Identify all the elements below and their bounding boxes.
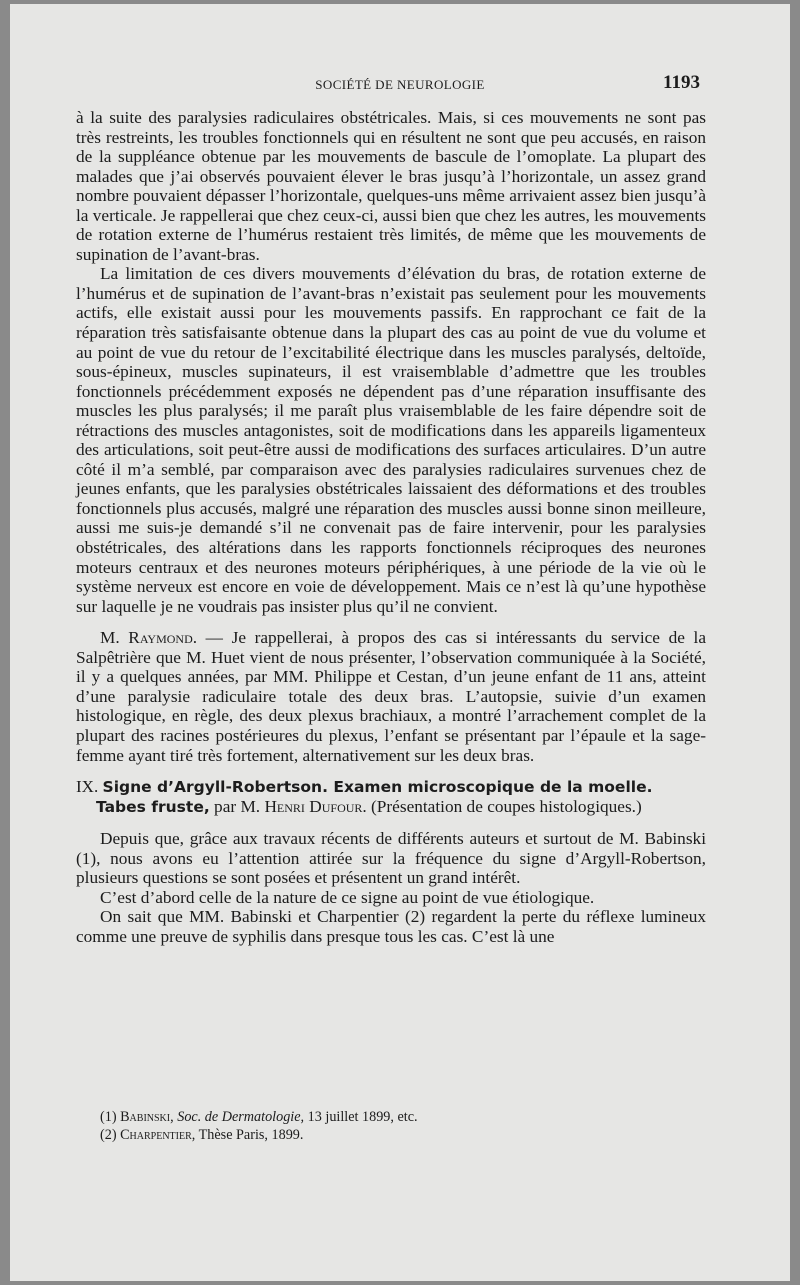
body-text bbox=[76, 108, 706, 946]
page-header bbox=[10, 74, 790, 98]
page-number: 1193 bbox=[663, 72, 700, 93]
footnote bbox=[100, 1126, 700, 1144]
footnote-marker: (2) bbox=[100, 1127, 121, 1143]
footnote bbox=[100, 1108, 700, 1126]
section-heading bbox=[76, 777, 706, 817]
raymond-paragraph bbox=[76, 628, 706, 765]
paragraph: Depuis que, grâce aux travaux récents de différents auteurs et surtout de M. Babinski (1), nous avons eu l’attention attirée sur la fréquence du signe d’Argyll-Robertson, plusieurs questions se sont posées et présentent un grand intérêt. bbox=[76, 829, 706, 888]
section-by: par M. bbox=[209, 797, 265, 817]
document-page bbox=[10, 4, 790, 1281]
section-author: Henri Dufour. bbox=[264, 797, 367, 817]
raymond-text: — Je rappellerai, à propos des cas si intéressants du service de la Salpêtrière que M. Huet vient de nous présenter, l’observation communiquée à la Société, il y a quelques années, par MM. Philippe et Cestan, d’un jeune enfant de 11 ans, atteint d’une paralysie radiculaire totale des deux bras. L’autopsie, suivie d’un examen histologique, en règle, des deux plexus brachiaux, a montré l’arrachement complet de la plupart des racines postérieures du plexus, l’enfant se présentant par l’épaule et la sage-femme ayant tiré très fortement, alternativement sur les deux bras. bbox=[76, 628, 706, 765]
section-number: IX. bbox=[76, 777, 99, 797]
section-subtitle: Tabes fruste, bbox=[96, 798, 210, 817]
speaker-name: M. Raymond. bbox=[100, 628, 198, 648]
footnote-title: Soc. de Dermatologie, bbox=[173, 1109, 305, 1125]
footnote-author: Babinski, bbox=[120, 1109, 174, 1125]
footnote-author: Charpentier, bbox=[120, 1127, 196, 1143]
paragraph: La limitation de ces divers mouvements d’élévation du bras, de rotation externe de l’humérus et de supination de l’avant-bras n’existait pas seulement pour les mouvements actifs, elle existait aussi pour les mouvements passifs. En rapprochant ce fait de la réparation très satisfaisante obtenue dans la plupart des cas au point de vue du volume et au point de vue du retour de l’excitabilité électrique dans les muscles paralysés, deltoïde, sous-épineux, muscles supinateurs, il est vraisemblable d’admettre que les troubles fonctionnels précédemment exposés ne dépendent pas d’une réparation insuffisante des muscles les plus paralysés; il me paraît plus vraisemblable de les faire dépendre soit de rétractions des muscles antagonistes, soit de modifications dans les appareils ligamenteux des articulations, soit peut-être aussi de modifications des surfaces articulaires. D’un autre côté il m’a semblé, par comparaison avec des paralysies radiculaires survenues chez de jeunes enfants, que les paralysies obstétricales laissaient des déformations et des troubles fonctionnels plus accusés, malgré une réparation des muscles aussi bonne sinon meilleure, aussi me suis-je demandé s’il ne convenait pas de faire intervenir, pour les paralysies obstétricales, des altérations dans les rapports fonctionnels réciproques des neurones moteurs centraux et des neurones moteurs périphériques, à une période de la vie où le système nerveux est encore en voie de développement. Mais ce n’est là qu’une hypothèse sur laquelle je ne voudrais pas insister plus qu’il ne convient. bbox=[76, 264, 706, 616]
section-note: (Présentation de coupes histologiques.) bbox=[366, 797, 642, 817]
paragraph: C’est d’abord celle de la nature de ce signe au point de vue étiologique. bbox=[100, 887, 595, 907]
footnote-marker: (1) bbox=[100, 1109, 121, 1125]
running-title: SOCIÉTÉ DE NEUROLOGIE bbox=[315, 77, 485, 92]
footnote-rest: 13 juillet 1899, etc. bbox=[304, 1109, 418, 1125]
paragraph: à la suite des paralysies radiculaires obstétricales. Mais, si ces mouvements ne sont pas très restreints, les troubles fonctionnels qui en résultent ne sont que peu accusés, en raison de la suppléance obtenue par les mouvements de bascule de l’omoplate. La plupart des malades que j’ai observés pouvaient élever le bras jusqu’à l’horizontale, un assez grand nombre pouvaient dépasser l’horizontale, quelques-uns même arrivaient assez bien jusqu’à la verticale. Je rappellerai que chez ceux-ci, aussi bien que chez les autres, les mouvements de rotation externe de l’humérus restaient très limités, de même que les mouvements de supination de l’avant-bras. bbox=[76, 108, 707, 264]
footnote-rest: Thèse Paris, 1899. bbox=[195, 1127, 304, 1143]
paragraph: On sait que MM. Babinski et Charpentier (2) regardent la perte du réflexe lumineux comme une preuve de syphilis dans presque tous les cas. C’est là une bbox=[76, 907, 706, 946]
section-heading-line1 bbox=[76, 777, 706, 797]
section-heading-line2 bbox=[76, 797, 706, 817]
footnotes bbox=[100, 1108, 700, 1144]
section-title: Signe d’Argyll-Robertson. Examen microscopique de la moelle. bbox=[102, 778, 653, 797]
